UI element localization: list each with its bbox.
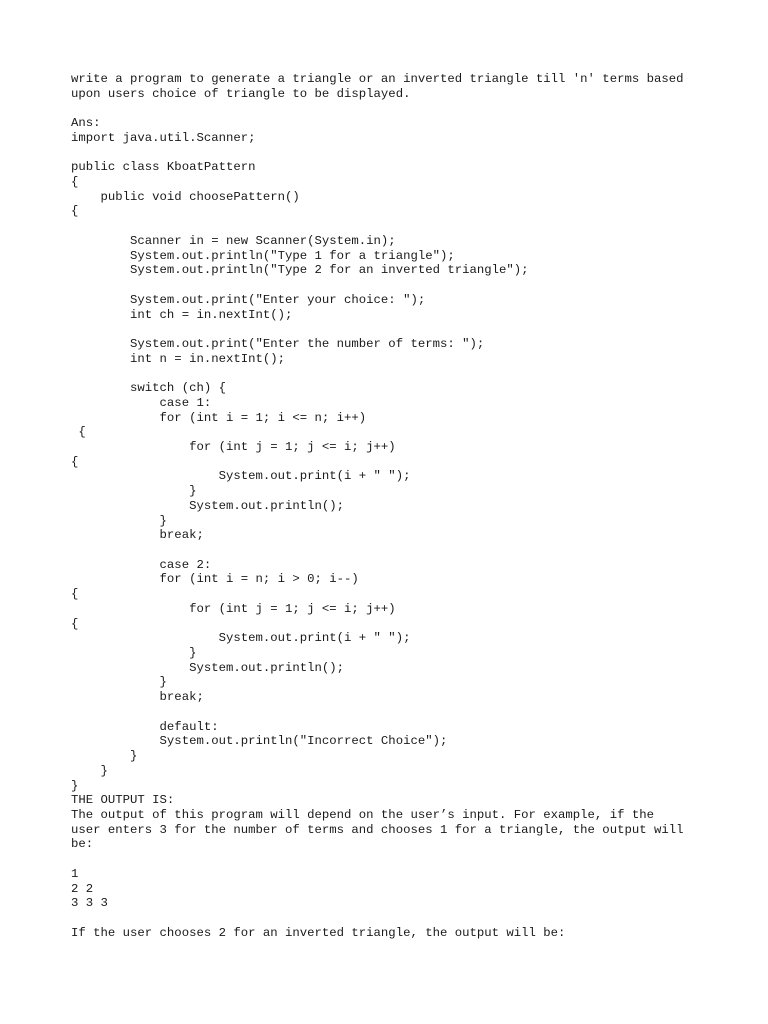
code-line: break;	[71, 528, 204, 543]
text-line: write a program to generate a triangle or an inverted triangle till 'n' terms based	[71, 72, 684, 86]
code-line: import java.util.Scanner;	[71, 130, 256, 145]
text-line: be:	[71, 837, 94, 852]
code-line: for (int i = n; i > 0; i--)	[71, 572, 359, 587]
code-line: for (int j = 1; j <= i; j++)	[71, 601, 396, 616]
code-line: int n = in.nextInt();	[71, 351, 286, 366]
code-line: break;	[71, 690, 204, 705]
code-line: {	[71, 616, 79, 631]
text-line	[71, 911, 731, 926]
output-line: 2 2	[71, 881, 94, 896]
code-line: {	[71, 454, 79, 469]
code-line	[71, 146, 731, 161]
code-line: case 1:	[71, 395, 212, 410]
code-line: System.out.println();	[71, 660, 345, 675]
code-line	[71, 322, 731, 337]
code-line: {	[71, 587, 79, 602]
code-line: System.out.println("Type 2 for an inverted triangle");	[71, 263, 529, 278]
code-line	[71, 366, 731, 381]
code-line: for (int i = 1; i <= n; i++)	[71, 410, 367, 425]
code-line: }	[71, 646, 197, 661]
code-line: }	[71, 763, 108, 778]
code-line: System.out.print(i + " ");	[71, 469, 411, 484]
code-line: }	[71, 778, 79, 793]
code-line: int ch = in.nextInt();	[71, 307, 293, 322]
code-line: switch (ch) {	[71, 381, 226, 396]
code-line: {	[71, 175, 79, 190]
output-line: 1	[71, 866, 79, 881]
code-line	[71, 543, 731, 558]
code-line	[71, 219, 731, 234]
code-line: System.out.println("Type 1 for a triangle");	[71, 248, 455, 263]
code-line: System.out.println();	[71, 498, 345, 513]
code-line: Scanner in = new Scanner(System.in);	[71, 233, 396, 248]
text-line: upon users choice of triangle to be displayed.	[71, 86, 411, 101]
code-line	[71, 705, 731, 720]
code-line: }	[71, 675, 167, 690]
code-line: System.out.print("Enter your choice: ");	[71, 292, 426, 307]
code-line: public void choosePattern()	[71, 189, 300, 204]
code-line: }	[71, 484, 197, 499]
output-line: 3 3 3	[71, 896, 108, 911]
output-heading: THE OUTPUT IS:	[71, 793, 175, 808]
code-line	[71, 278, 731, 293]
code-line: default:	[71, 719, 219, 734]
code-line: public class KboatPattern	[71, 160, 256, 175]
text-line: The output of this program will depend on the user’s input. For example, if the	[71, 807, 654, 822]
document-body	[71, 72, 731, 940]
text-line: Ans:	[71, 116, 101, 131]
code-line: for (int j = 1; j <= i; j++)	[71, 439, 396, 454]
code-line: }	[71, 749, 138, 764]
code-line: System.out.print(i + " ");	[71, 631, 411, 646]
text-line	[71, 101, 731, 116]
code-line: System.out.print("Enter the number of terms: ");	[71, 336, 485, 351]
code-line: {	[71, 425, 86, 440]
code-line: }	[71, 513, 167, 528]
text-line: user enters 3 for the number of terms and chooses 1 for a triangle, the output will	[71, 822, 684, 837]
code-line: System.out.println("Incorrect Choice");	[71, 734, 448, 749]
text-line	[71, 852, 731, 867]
code-line: case 2:	[71, 557, 212, 572]
text-line: If the user chooses 2 for an inverted triangle, the output will be:	[71, 925, 566, 940]
code-line: {	[71, 204, 79, 219]
